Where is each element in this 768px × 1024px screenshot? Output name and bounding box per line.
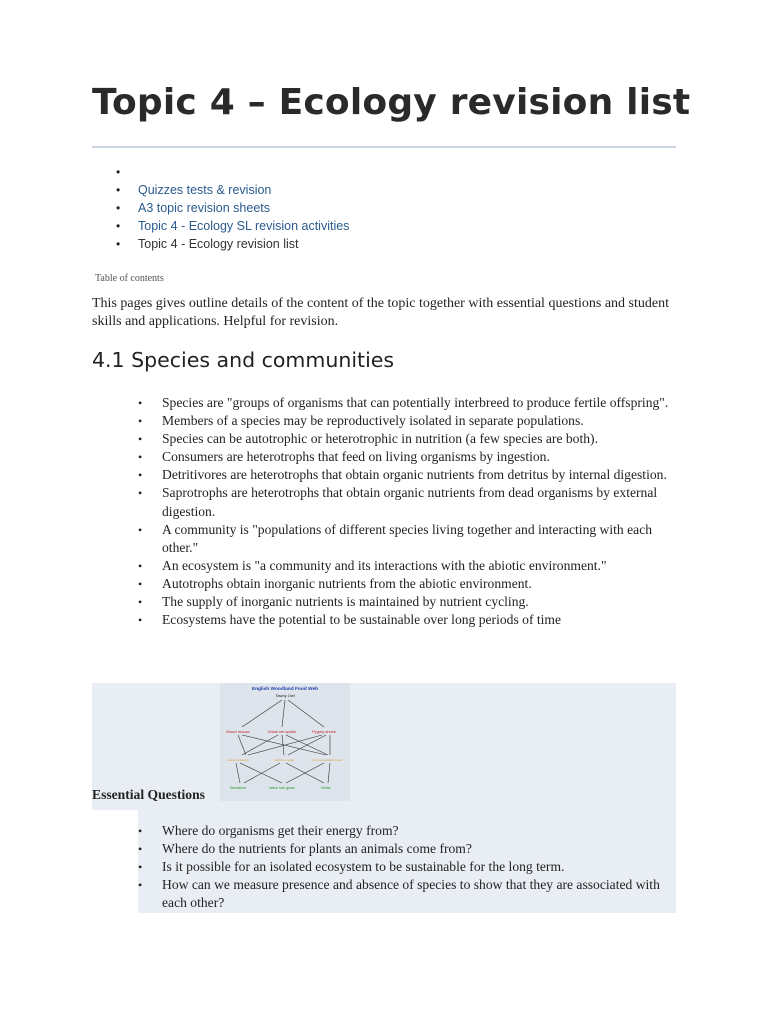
food-web-secondary-2: Great orb spider [267,729,297,734]
breadcrumb-link-quizzes[interactable]: Quizzes tests & revision [138,183,272,197]
food-web-producer-3: Nettle [321,786,331,790]
breadcrumb-item-empty [116,163,349,181]
title-divider [92,146,676,148]
essential-questions-list [138,822,668,912]
food-web-title: English Woodland Food Web [251,687,319,692]
list-item: • Autotrophs obtain inorganic nutrients from the abiotic environment. [138,575,678,593]
section-heading: 4.1 Species and communities [92,348,395,372]
page-title: Topic 4 – Ecology revision list [92,82,691,123]
list-item: • Members of a species may be reproductively isolated in separate populations. [138,412,678,430]
food-web-producer-1: Dandelion [229,786,247,790]
breadcrumb-link-sl-activities[interactable]: Topic 4 - Ecology SL revision activities [138,219,350,233]
list-item: • Ecosystems have the potential to be sustainable over long periods of time [138,611,678,629]
breadcrumb-link-a3-sheets[interactable]: A3 topic revision sheets [138,201,271,215]
food-web-primary-1: Hazelnut (seed) [227,758,249,762]
list-item: • The supply of inorganic nutrients is maintained by nutrient cycling. [138,593,678,611]
list-item: • Species are "groups of organisms that can potentially interbreed to produce fertile offspring". [138,394,678,412]
list-item: • Species can be autotrophic or heterotrophic in nutrition (a few species are both). [138,430,678,448]
food-web-producer-2: Wave hair grass [269,786,295,790]
list-item: • How can we measure presence and absence of species to show that they are associated with each other? [138,876,668,912]
breadcrumb-current: Topic 4 - Ecology revision list [138,237,299,251]
breadcrumb-item-current [116,235,349,253]
food-web-arrows [236,700,330,783]
breadcrumb-list [116,163,349,253]
list-item: • Where do organisms get their energy from? [138,822,668,840]
list-item: • Is it possible for an isolated ecosystem to be sustainable for the long term. [138,858,668,876]
breadcrumb-item-quizzes[interactable] [116,181,349,199]
list-item: • Detritivores are heterotrophs that obtain organic nutrients from detritus by internal digestion. [138,466,678,484]
food-web-primary-3: Common garden insect [311,758,343,762]
food-web-secondary-3: Pygmy shrew [311,729,337,734]
list-item: • A community is "populations of different species living together and interacting with each other." [138,521,678,557]
food-web-top-predator: Tawny Owl [275,693,295,698]
list-item: • An ecosystem is "a community and its interactions with the abiotic environment." [138,557,678,575]
species-facts-list [138,394,678,629]
food-web-secondary-1: Wood mouse [226,729,250,734]
table-of-contents-toggle[interactable]: Table of contents [95,273,164,284]
list-item: • Consumers are heterotrophs that feed on living organisms by ingestion. [138,448,678,466]
breadcrumb-item-sl-activities[interactable] [116,217,349,235]
intro-paragraph: This pages gives outline details of the content of the topic together with essential questions and student skills and applications. Helpful for revision. [92,296,669,329]
breadcrumb-item-a3-sheets[interactable] [116,199,349,217]
essential-questions-heading: Essential Questions [92,787,205,802]
food-web-primary-2: Aphid on nettle [273,758,295,762]
list-item: • Where do the nutrients for plants an animals come from? [138,840,668,858]
list-item: • Saprotrophs are heterotrophs that obtain organic nutrients from dead organisms by external digestion. [138,484,678,520]
food-web-image [220,683,350,801]
